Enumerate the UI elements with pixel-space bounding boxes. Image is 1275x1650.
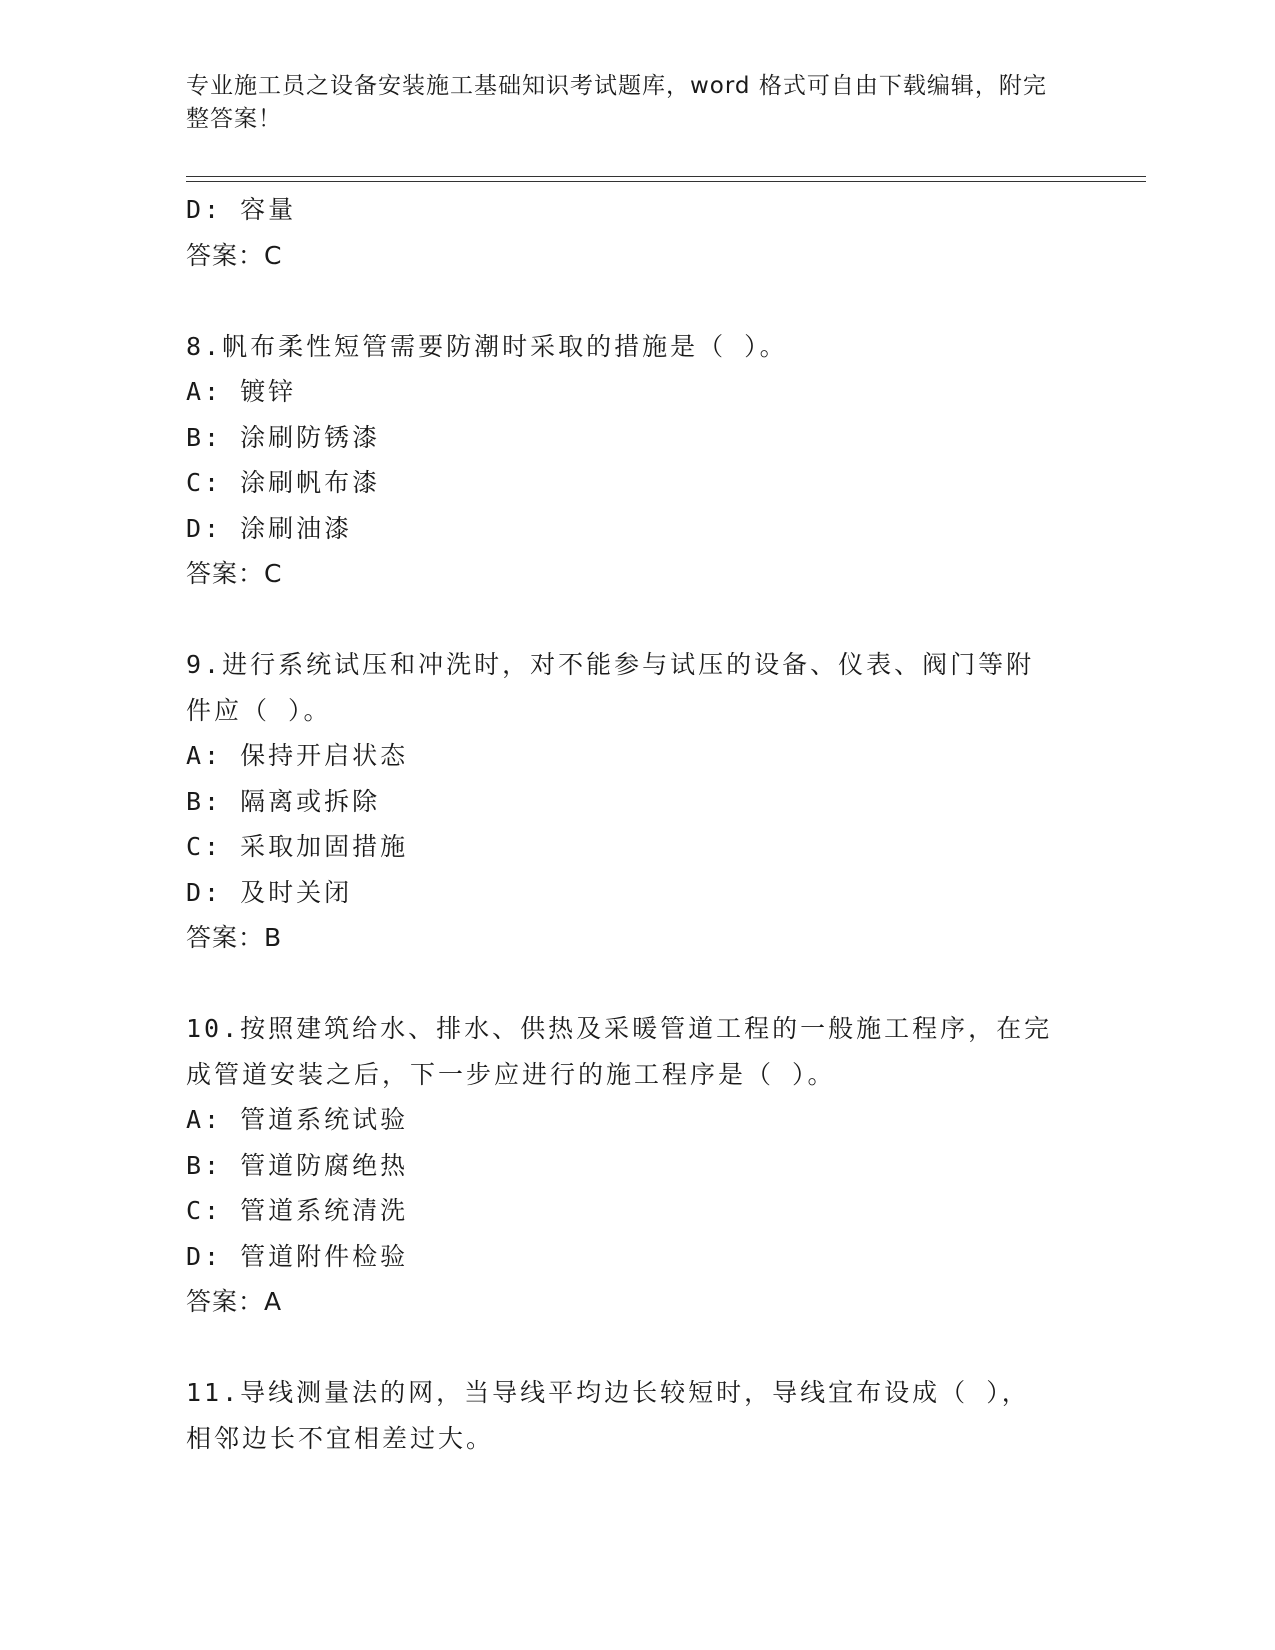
question-stem: 8.帆布柔性短管需要防潮时采取的措施是（ ）。 (186, 331, 788, 361)
spacer (186, 1325, 1086, 1371)
option-c: C: 涂刷帆布漆 (186, 468, 381, 497)
option-a: A: 镀锌 (186, 377, 297, 406)
header-rule-top (186, 176, 1146, 177)
option-d: D: 管道附件检验 (186, 1241, 409, 1271)
option-c: C: 管道系统清洗 (186, 1196, 409, 1225)
answer: 答案：B (186, 923, 283, 952)
answer: 答案：C (186, 559, 283, 588)
question-content (186, 187, 1086, 1461)
option-b: B: 管道防腐绝热 (186, 1150, 409, 1180)
question-stem: 11.导线测量法的网，当导线平均边长较短时，导线宜布设成（ ）， (186, 1378, 1030, 1407)
question-stem-continued: 相邻边长不宜相差过大。 (186, 1423, 495, 1453)
spacer (186, 961, 1086, 1007)
question-stem: 9.进行系统试压和冲洗时，对不能参与试压的设备、仪表、阀门等附 (186, 650, 1035, 679)
option-c: C: 采取加固措施 (186, 832, 409, 861)
question-8 (186, 324, 1086, 597)
question-stem: 10.按照建筑给水、排水、供热及采暖管道工程的一般施工程序，在完 (186, 1014, 1053, 1043)
header-line-2: 整答案！ (186, 106, 282, 132)
option-d: D: 及时关闭 (186, 877, 353, 907)
option-b: B: 隔离或拆除 (186, 786, 381, 816)
option-a: A: 保持开启状态 (186, 741, 409, 770)
answer: 答案：A (186, 1287, 283, 1316)
question-stem-continued: 件应（ ）。 (186, 695, 332, 725)
option-d: D: 容量 (186, 195, 297, 224)
header-rule-bottom (186, 181, 1146, 182)
answer: 答案：C (186, 240, 283, 270)
question-11 (186, 1370, 1086, 1461)
option-b: B: 涂刷防锈漆 (186, 422, 381, 452)
spacer (186, 597, 1086, 643)
spacer (186, 278, 1086, 324)
question-9 (186, 642, 1086, 961)
option-a: A: 管道系统试验 (186, 1105, 409, 1134)
header-line-1: 专业施工员之设备安装施工基础知识考试题库，word 格式可自由下载编辑，附完 (186, 73, 1047, 99)
question-10 (186, 1006, 1086, 1325)
option-d: D: 涂刷油漆 (186, 513, 353, 543)
document-header (186, 70, 1066, 136)
question-stem-continued: 成管道安装之后，下一步应进行的施工程序是（ ）。 (186, 1059, 836, 1089)
